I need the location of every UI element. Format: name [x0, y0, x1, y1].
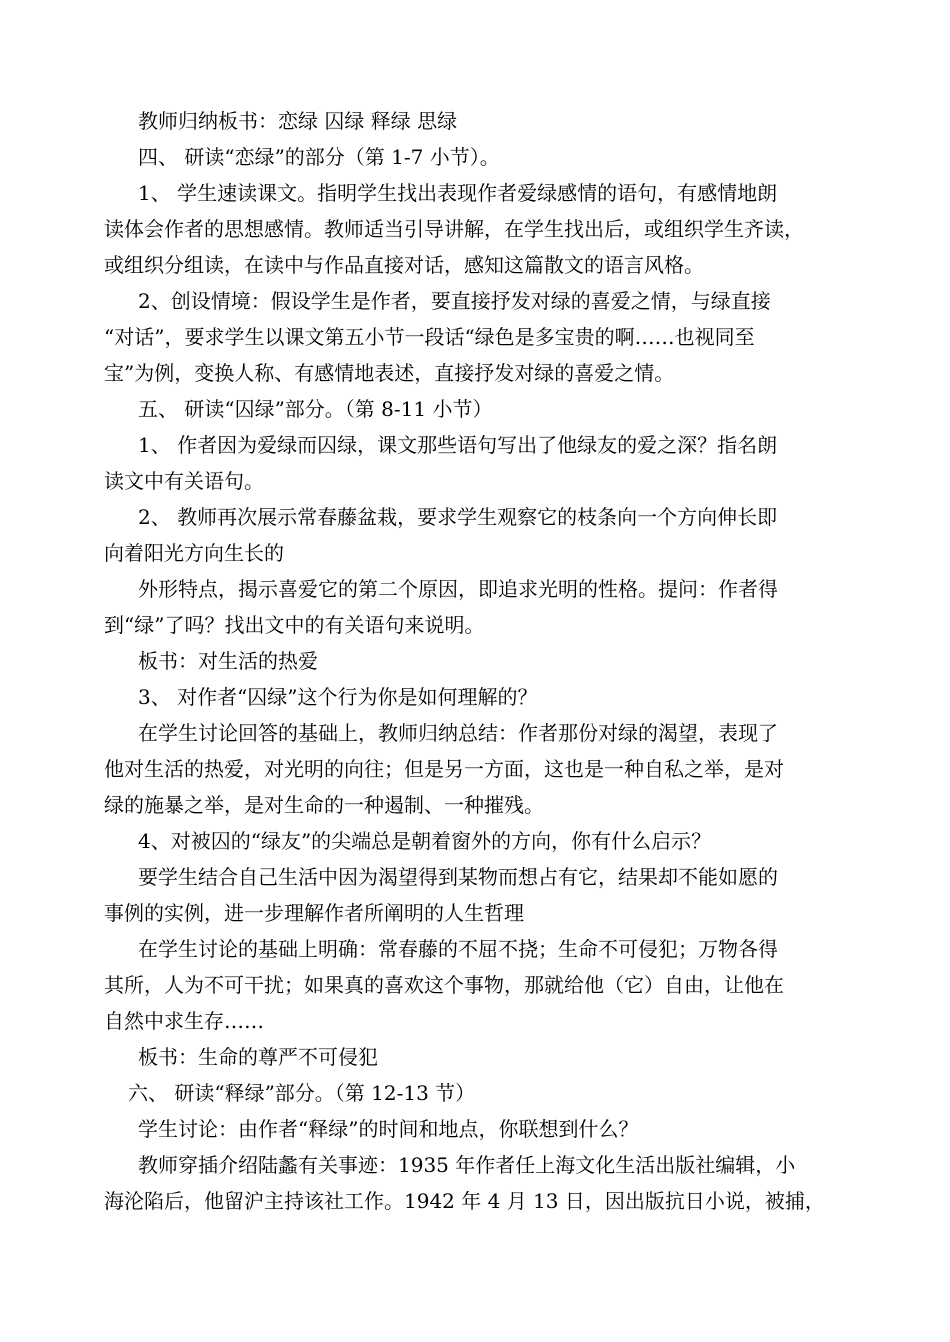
text-line: 在学生讨论回答的基础上，教师归纳总结：作者那份对绿的渴望，表现了	[138, 721, 778, 745]
text-line: 要学生结合自己生活中因为渴望得到某物而想占有它，结果却不能如愿的	[138, 865, 778, 889]
text-line: 在学生讨论的基础上明确：常春藤的不屈不挠；生命不可侵犯；万物各得	[138, 937, 778, 961]
text-line: 事例的实例，进一步理解作者所阐明的人生哲理	[104, 901, 524, 925]
text-line: 2、创设情境：假设学生是作者，要直接抒发对绿的喜爱之情，与绿直接	[138, 289, 771, 313]
text-line: 4、对被囚的“绿友”的尖端总是朝着窗外的方向，你有什么启示？	[138, 829, 712, 853]
text-line: 向着阳光方向生长的	[104, 541, 284, 565]
section-heading: 四、 研读“恋绿”的部分（第 1-7 小节）。	[138, 145, 500, 169]
text-line: 3、 对作者“囚绿”这个行为你是如何理解的？	[138, 685, 538, 709]
text-line: 他对生活的热爱，对光明的向往；但是另一方面，这也是一种自私之举，是对	[104, 757, 784, 781]
text-line: 外形特点，揭示喜爱它的第二个原因，即追求光明的性格。提问：作者得	[138, 577, 778, 601]
text-line: 宝”为例，变换人称、有感情地表述，直接抒发对绿的喜爱之情。	[104, 361, 675, 385]
text-line: 教师归纳板书：恋绿 囚绿 释绿 思绿	[138, 109, 458, 133]
text-line: 或组织分组读，在读中与作品直接对话，感知这篇散文的语言风格。	[104, 253, 704, 277]
text-line: 1、 作者因为爱绿而囚绿，课文那些语句写出了他绿友的爱之深？指名朗	[138, 433, 778, 457]
text-line: 读体会作者的思想感情。教师适当引导讲解，在学生找出后，或组织学生齐读，	[104, 217, 804, 241]
text-line: 教师穿插介绍陆蠡有关事迹：1935 年作者任上海文化生活出版社编辑，小	[138, 1153, 796, 1177]
section-heading: 五、 研读“囚绿”部分。（第 8-11 小节）	[138, 397, 493, 421]
text-line: 到“绿”了吗？找出文中的有关语句来说明。	[104, 613, 485, 637]
section-heading: 六、 研读“释绿”部分。（第 12-13 节）	[128, 1081, 476, 1105]
text-line: 海沦陷后，他留沪主持该社工作。1942 年 4 月 13 日，因出版抗日小说，被捕，	[104, 1189, 825, 1213]
text-line: 读文中有关语句。	[104, 469, 264, 493]
text-line: 2、 教师再次展示常春藤盆栽，要求学生观察它的枝条向一个方向伸长即	[138, 505, 778, 529]
text-line: 绿的施暴之举，是对生命的一种遏制、一种摧残。	[104, 793, 544, 817]
text-line: 其所，人为不可干扰；如果真的喜欢这个事物，那就给他（它）自由，让他在	[104, 973, 784, 997]
board-note: 板书：生命的尊严不可侵犯	[138, 1045, 378, 1069]
text-line: 学生讨论：由作者“释绿”的时间和地点，你联想到什么？	[138, 1117, 639, 1141]
text-line: 1、 学生速读课文。指明学生找出表现作者爱绿感情的语句，有感情地朗	[138, 181, 778, 205]
board-note: 板书：对生活的热爱	[138, 649, 318, 673]
text-line: 自然中求生存……	[104, 1009, 264, 1033]
text-line: “对话”，要求学生以课文第五小节一段话“绿色是多宝贵的啊……也视同至	[104, 325, 755, 349]
